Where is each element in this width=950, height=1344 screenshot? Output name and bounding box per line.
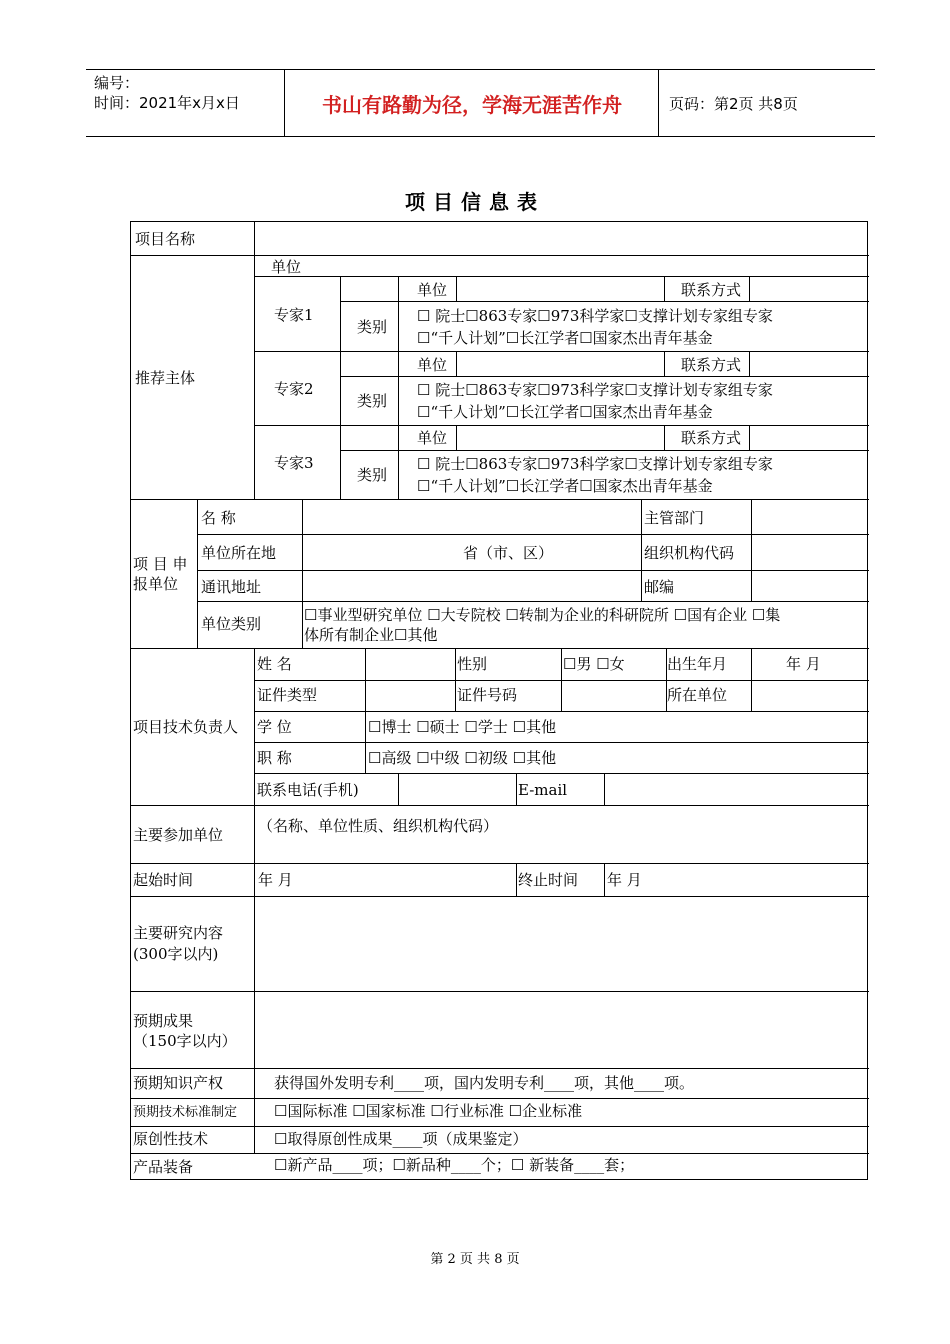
header-motto: 书山有路勤为径，学海无涯苦作舟 (286, 70, 659, 136)
product-label: 产品装备 (133, 1158, 194, 1176)
expert2-contact-label: 联系方式 (681, 356, 742, 374)
unit-type-label: 单位类别 (201, 615, 262, 633)
col-divider (398, 773, 399, 805)
project-name-label: 项目名称 (135, 230, 196, 248)
expert1-types-line1: ☐ 院士☐863专家☐973科学家☐支撑计划专家组专家 (417, 307, 773, 325)
tech-lead-label: 项目技术负责人 (133, 718, 239, 736)
row-divider (254, 425, 869, 426)
original-tech-text: ☐取得原创性成果____项（成果鉴定） (274, 1130, 528, 1148)
results-label-line2: （150字以内） (133, 1032, 237, 1050)
row-divider (131, 255, 869, 256)
expert3-types-line1: ☐ 院士☐863专家☐973科学家☐支撑计划专家组专家 (417, 455, 773, 473)
unit-type-options-line2: 体所有制企业☐其他 (304, 626, 438, 644)
header-page-label: 页码：第2页 共8页 (669, 94, 798, 113)
col-divider (749, 276, 750, 301)
col-divider (254, 222, 255, 499)
expert2-unit-label: 单位 (417, 356, 448, 374)
col-divider (751, 499, 752, 601)
id-type-label: 证件类型 (257, 686, 318, 704)
birth-year-month: 年 月 (786, 655, 821, 673)
col-divider (516, 863, 517, 896)
expert1-contact-label: 联系方式 (681, 281, 742, 299)
col-divider (456, 351, 457, 376)
gender-label: 性别 (457, 655, 488, 673)
row-divider (254, 742, 869, 743)
row-divider (131, 648, 869, 649)
row-divider (131, 499, 869, 500)
product-text: ☐新产品____项；☐新品种____个；☐ 新装备____套； (274, 1156, 635, 1174)
row-divider (254, 276, 869, 277)
col-divider (664, 351, 665, 376)
col-divider (455, 648, 456, 711)
col-divider (516, 773, 517, 805)
col-divider (664, 425, 665, 450)
person-name-label: 姓 名 (257, 655, 292, 673)
end-time-label: 终止时间 (518, 871, 579, 889)
col-divider (302, 499, 303, 648)
row-divider (131, 805, 869, 806)
number-label: 编号： (94, 74, 140, 92)
standards-text: ☐国际标准 ☐国家标准 ☐行业标准 ☐企业标准 (274, 1102, 583, 1120)
workplace-label: 所在单位 (667, 686, 728, 704)
results-label-line1: 预期成果 (133, 1012, 194, 1030)
applicant-name-label: 名 称 (201, 509, 236, 527)
partners-hint: （名称、单位性质、组织机构代码） (258, 817, 499, 835)
page-footer: 第 2 页 共 8 页 (430, 1252, 520, 1267)
expert2-label: 专家2 (274, 380, 314, 398)
row-divider (254, 711, 869, 712)
phone-label: 联系电话(手机) (257, 781, 359, 799)
applicant-label-line2: 报单位 (133, 575, 179, 593)
research-label-line1: 主要研究内容 (133, 924, 224, 942)
row-divider (197, 570, 869, 571)
project-info-form (130, 221, 868, 1180)
expert2-types-line2: ☐“千人计划”☐长江学者☐国家杰出青年基金 (417, 403, 713, 421)
expert3-types-line2: ☐“千人计划”☐长江学者☐国家杰出青年基金 (417, 477, 713, 495)
expert3-unit-label: 单位 (417, 429, 448, 447)
row-divider (131, 1153, 869, 1154)
col-divider (604, 863, 605, 896)
col-divider (456, 276, 457, 301)
row-divider (340, 450, 869, 451)
expert3-contact-label: 联系方式 (681, 429, 742, 447)
col-divider (749, 351, 750, 376)
col-divider (751, 648, 752, 711)
row-divider (131, 863, 869, 864)
unit-type-options-line1: ☐事业型研究单位 ☐大专院校 ☐转制为企业的科研院所 ☐国有企业 ☐集 (304, 606, 781, 624)
col-divider (254, 648, 255, 1153)
row-divider (197, 601, 869, 602)
row-divider (340, 301, 869, 302)
col-divider (561, 648, 562, 711)
row-divider (254, 773, 869, 774)
address-label: 通讯地址 (201, 578, 262, 596)
org-code-label: 组织机构代码 (644, 544, 735, 562)
ip-label: 预期知识产权 (133, 1074, 224, 1092)
expert1-label: 专家1 (274, 306, 314, 324)
expert1-unit-label: 单位 (417, 281, 448, 299)
end-time-value: 年 月 (607, 871, 642, 889)
start-time-label: 起始时间 (133, 871, 194, 889)
col-divider (365, 648, 366, 773)
email-label: E-mail (518, 781, 568, 799)
row-divider (131, 1068, 869, 1069)
expert2-category-label: 类别 (357, 392, 388, 410)
row-divider (254, 351, 869, 352)
expert3-label: 专家3 (274, 454, 314, 472)
col-divider (749, 425, 750, 450)
row-divider (131, 991, 869, 992)
page-header (86, 69, 875, 137)
col-divider (664, 276, 665, 301)
col-divider (197, 499, 198, 648)
expert3-category-label: 类别 (357, 466, 388, 484)
row-divider (131, 1098, 869, 1099)
id-number-label: 证件号码 (457, 686, 518, 704)
ip-text: 获得国外发明专利____项，国内发明专利____项，其他____项。 (274, 1074, 695, 1092)
birth-label: 出生年月 (667, 655, 728, 673)
standards-label: 预期技术标准制定 (133, 1105, 238, 1120)
row-divider (131, 1126, 869, 1127)
applicant-label-line1: 项 目 申 (133, 555, 188, 573)
location-label: 单位所在地 (201, 544, 277, 562)
recommender-unit-label: 单位 (271, 258, 302, 276)
row-divider (131, 896, 869, 897)
recommender-label: 推荐主体 (135, 369, 196, 387)
degree-options: ☐博士 ☐硕士 ☐学士 ☐其他 (368, 718, 557, 736)
col-divider (641, 499, 642, 601)
degree-label: 学 位 (257, 718, 292, 736)
job-title-label: 职 称 (257, 749, 292, 767)
original-tech-label: 原创性技术 (133, 1130, 209, 1148)
partners-label: 主要参加单位 (133, 826, 224, 844)
expert1-types-line2: ☐“千人计划”☐长江学者☐国家杰出青年基金 (417, 329, 713, 347)
row-divider (197, 534, 869, 535)
header-meta (86, 70, 285, 136)
department-label: 主管部门 (644, 509, 705, 527)
page-title: 项目信息表 (405, 190, 545, 214)
job-title-options: ☐高级 ☐中级 ☐初级 ☐其他 (368, 749, 557, 767)
time-label: 时间：2021年x月x日 (94, 94, 240, 112)
col-divider (456, 425, 457, 450)
postcode-label: 邮编 (644, 578, 675, 596)
start-time-value: 年 月 (258, 871, 293, 889)
gender-options: ☐男 ☐女 (563, 655, 625, 673)
province-label: 省（市、区） (463, 544, 554, 562)
research-label-line2: (300字以内) (133, 945, 219, 963)
col-divider (604, 773, 605, 805)
expert2-types-line1: ☐ 院士☐863专家☐973科学家☐支撑计划专家组专家 (417, 381, 773, 399)
row-divider (340, 376, 869, 377)
col-divider (398, 276, 399, 499)
col-divider (340, 276, 341, 499)
expert1-category-label: 类别 (357, 318, 388, 336)
